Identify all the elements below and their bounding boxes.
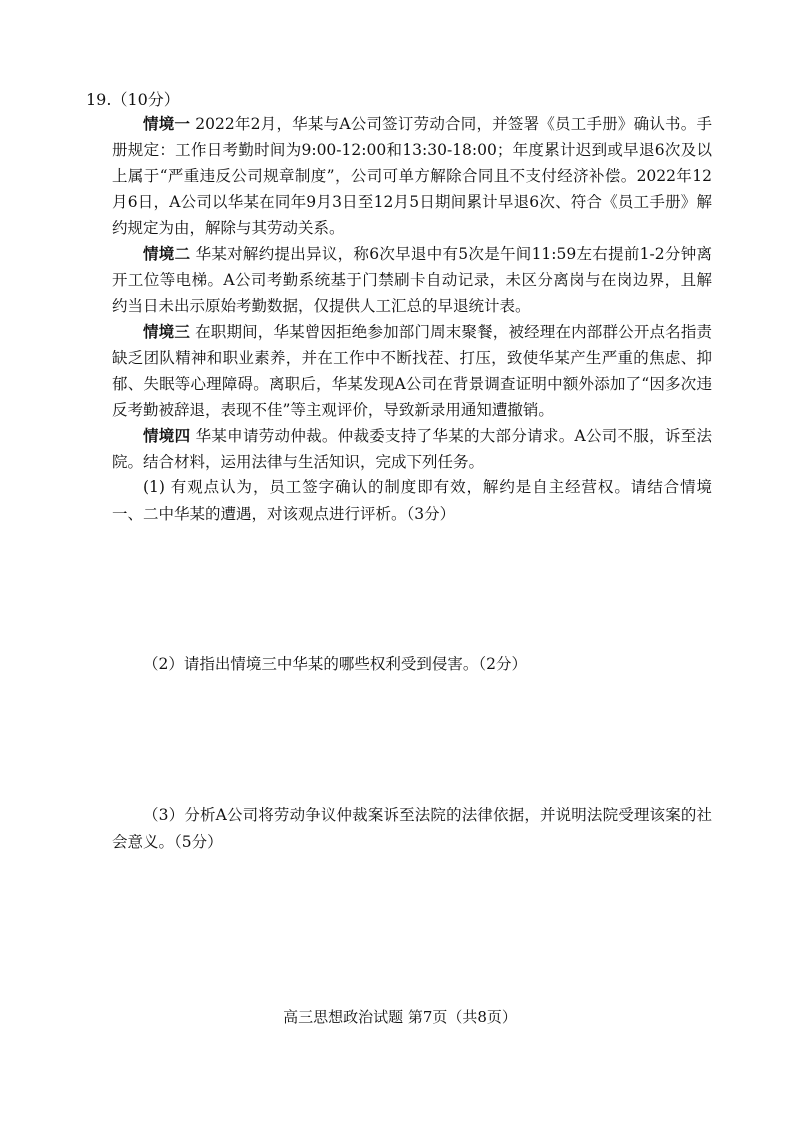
- scenario-3: [112, 319, 712, 423]
- scenario-3-label: 情境三: [143, 322, 191, 341]
- task-1: (1) 有观点认为，员工签字确认的制度即有效，解约是自主经营权。请结合情境一、二中华某的遭遇，对该观点进行评析。（3分）: [112, 478, 712, 523]
- scenario-4-text: 华某申请劳动仲裁。仲裁委支持了华某的大部分请求。A公司不服，诉至法院。: [112, 427, 712, 471]
- scenario-1-label: 情境一: [143, 114, 191, 133]
- question-number: 19.（10分）: [86, 90, 180, 109]
- instruction: 结合材料，运用法律与生活知识，完成下列任务。: [143, 453, 485, 471]
- task-3: （3）分析A公司将劳动争议仲裁案诉至法院的法律依据，并说明法院受理该案的社会意义。（5分）: [112, 806, 712, 851]
- scenario-4-label: 情境四: [143, 426, 191, 445]
- scenario-2-label: 情境二: [143, 244, 191, 263]
- scenario-1: [112, 111, 712, 241]
- page-footer: 高三思想政治试题 第7页（共8页）: [283, 1008, 517, 1026]
- scenario-2: [112, 241, 712, 319]
- scenario-1-text: 2022年2月，华某与A公司签订劳动合同，并签署《员工手册》确认书。手册规定：工作日考勤时间为9:00-12:00和13:30-18:00；年度累计迟到或早退6次及以上属于“严重违反公司规章制度”，公司可单方解除合同且不支付经济补偿。2022年12月6日，A公司以华某在同年9月3日至12月5日期间累计早退6次、符合《员工手册》解约规定为由，解除与其劳动关系。: [112, 115, 712, 237]
- task-2: （2）请指出情境三中华某的哪些权利受到侵害。（2分）: [143, 655, 527, 673]
- scenario-2-text: 华某对解约提出异议，称6次早退中有5次是午间11:59左右提前1-2分钟离开工位等电梯。A公司考勤系统基于门禁刷卡自动记录，未区分离岗与在岗边界，且解约当日未出示原始考勤数据，仅提供人工汇总的早退统计表。: [112, 245, 712, 315]
- scenario-3-text: 在职期间，华某曾因拒绝参加部门周末聚餐，被经理在内部群公开点名指责缺乏团队精神和职业素养，并在工作中不断找茬、打压，致使华某产生严重的焦虑、抑郁、失眠等心理障碍。离职后，华某发现A公司在背景调查证明中额外添加了“因多次违反考勤被辞退，表现不佳”等主观评价，导致新录用通知遭撤销。: [112, 323, 712, 419]
